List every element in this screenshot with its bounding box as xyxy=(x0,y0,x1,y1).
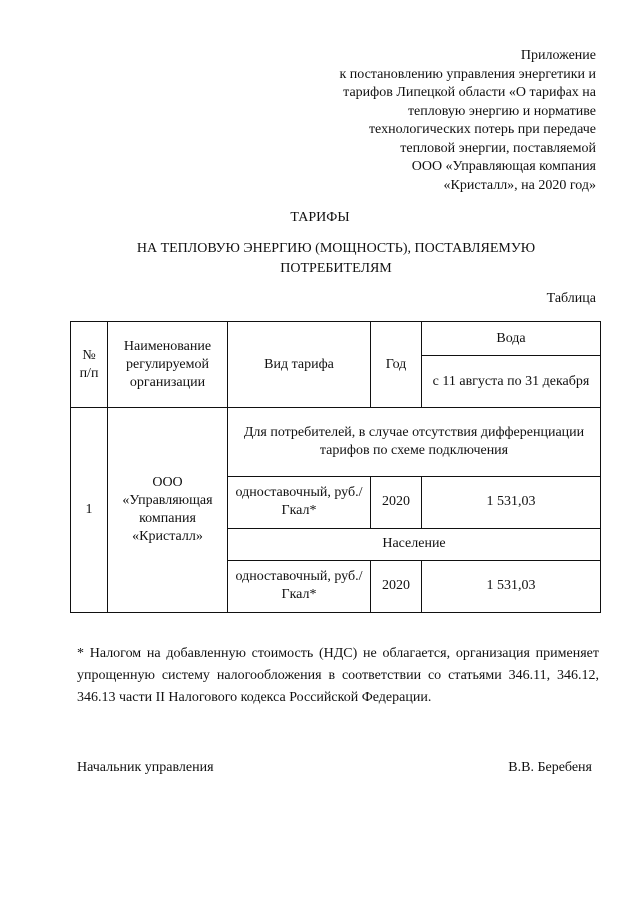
document-title: ТАРИФЫ xyxy=(290,210,350,225)
appendix-line: тепловую энергию и нормативе xyxy=(407,103,596,119)
cell-group-consumers: Для потребителей, в случае отсутствия дифференциации тарифов по схеме подключения xyxy=(228,408,601,476)
appendix-line: ООО «Управляющая компания xyxy=(411,159,596,174)
cell-group-population: Население xyxy=(228,528,601,560)
document-subtitle: НА ТЕПЛОВУЮ ЭНЕРГИЮ (МОЩНОСТЬ), ПОСТАВЛЯЕМУЮ ПОТРЕБИТЕЛЯМ xyxy=(136,241,536,276)
appendix-line: «Кристалл», на 2020 год» xyxy=(443,177,596,193)
signature-name: В.В. Беребеня xyxy=(508,760,592,775)
cell-year: 2020 xyxy=(371,560,422,612)
appendix-line: к постановлению управления энергетики и xyxy=(339,66,596,82)
table-header-row xyxy=(71,322,601,356)
table-row xyxy=(71,408,601,476)
appendix-line: тарифов Липецкой области «О тарифах на xyxy=(343,85,596,100)
footnote: * Налогом на добавленную стоимость (НДС) не облагается, организация применяет упрощенную систему налогообложения в соответствии со статьями 346.11, 346.12, 346.13 части II Налогового кодекса Российской Федерации. xyxy=(77,646,599,705)
header-tariff-type: Вид тарифа xyxy=(228,322,371,408)
cell-tariff-type: одноставочный, руб./Гкал* xyxy=(228,476,371,528)
header-year: Год xyxy=(371,322,422,408)
header-org: Наименование регулируемой организации xyxy=(108,322,228,408)
appendix-line: тепловой энергии, поставляемой xyxy=(400,140,596,156)
appendix-block xyxy=(276,47,596,195)
signature-role: Начальник управления xyxy=(77,760,214,775)
appendix-line: Приложение xyxy=(520,48,596,63)
cell-number: 1 xyxy=(71,408,108,613)
header-water: Вода xyxy=(422,322,601,356)
cell-year: 2020 xyxy=(371,476,422,528)
header-number: № п/п xyxy=(71,322,108,408)
cell-org: ООО «Управляющая компания «Кристалл» xyxy=(108,408,228,613)
header-period: с 11 августа по 31 декабря xyxy=(422,356,601,408)
cell-value: 1 531,03 xyxy=(422,476,601,528)
cell-tariff-type: одноставочный, руб./Гкал* xyxy=(228,560,371,612)
tariff-table xyxy=(70,321,601,613)
appendix-line: технологических потерь при передаче xyxy=(368,122,596,137)
cell-value: 1 531,03 xyxy=(422,560,601,612)
table-label: Таблица xyxy=(546,291,596,306)
